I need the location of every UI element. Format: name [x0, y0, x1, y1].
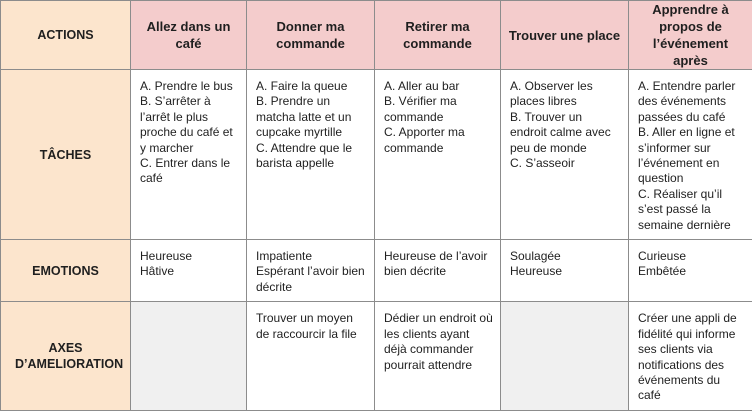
column-header-5: Apprendre à propos de l’événement après — [629, 1, 752, 70]
improvement-line: Trouver un moyen de raccourcir la file — [256, 311, 368, 342]
column-header-2: Donner ma commande — [247, 1, 375, 70]
row-label-taches: TÂCHES — [1, 70, 131, 240]
task-line: A. Faire la queue — [256, 79, 368, 94]
task-line: A. Observer les places libres — [510, 79, 622, 110]
emotion-line: Heureuse — [510, 264, 622, 279]
row-emotions — [1, 240, 752, 302]
row-taches — [1, 70, 752, 240]
column-header-3: Retirer ma commande — [375, 1, 501, 70]
row-label-emotions: EMOTIONS — [1, 240, 131, 302]
row-label-axes: AXES D’AMELIORATION — [1, 302, 131, 411]
emotion-line: Heureuse de l’avoir bien décrite — [384, 249, 494, 280]
header-row — [1, 1, 752, 70]
cell-taches-1 — [131, 70, 247, 240]
cell-axes-5 — [629, 302, 752, 411]
cell-taches-3 — [375, 70, 501, 240]
emotion-line: Heureuse — [140, 249, 240, 264]
cell-emotions-5 — [629, 240, 752, 302]
cell-axes-4 — [501, 302, 629, 411]
emotion-line: Impatiente — [256, 249, 368, 264]
cell-emotions-4 — [501, 240, 629, 302]
cell-emotions-2 — [247, 240, 375, 302]
task-line: C. Attendre que le barista appelle — [256, 141, 368, 172]
cell-axes-3 — [375, 302, 501, 411]
emotion-line: Soulagée — [510, 249, 622, 264]
column-header-1: Allez dans un café — [131, 1, 247, 70]
task-line: C. Entrer dans le café — [140, 156, 240, 187]
task-line: B. Prendre un matcha latte et un cupcake myrtille — [256, 94, 368, 140]
task-line: B. Vérifier ma commande — [384, 94, 494, 125]
improvement-line: Créer une appli de fidélité qui informe ses clients via notifications des événements du café — [638, 311, 746, 403]
task-line: C. Réaliser qu’il s’est passé la semaine dernière — [638, 187, 746, 233]
cell-emotions-3 — [375, 240, 501, 302]
emotion-line: Espérant l’avoir bien décrite — [256, 264, 368, 295]
cell-emotions-1 — [131, 240, 247, 302]
task-line: A. Aller au bar — [384, 79, 494, 94]
row-axes — [1, 302, 752, 411]
emotion-line: Hâtive — [140, 264, 240, 279]
task-line: B. Trouver un endroit calme avec peu de monde — [510, 110, 622, 156]
column-header-4: Trouver une place — [501, 1, 629, 70]
corner-label: ACTIONS — [1, 1, 131, 70]
cell-taches-4 — [501, 70, 629, 240]
task-line: B. Aller en ligne et s’informer sur l’événement en question — [638, 125, 746, 187]
cell-axes-2 — [247, 302, 375, 411]
cell-axes-1 — [131, 302, 247, 411]
task-line: A. Prendre le bus — [140, 79, 240, 94]
emotion-line: Curieuse — [638, 249, 746, 264]
task-line: A. Entendre parler des événements passées du café — [638, 79, 746, 125]
emotion-line: Embêtée — [638, 264, 746, 279]
task-line: C. Apporter ma commande — [384, 125, 494, 156]
cell-taches-5 — [629, 70, 752, 240]
task-line: C. S’asseoir — [510, 156, 622, 171]
cell-taches-2 — [247, 70, 375, 240]
improvement-line: Dédier un endroit où les clients ayant déjà commander pourrait attendre — [384, 311, 494, 373]
task-line: B. S’arrêter à l’arrêt le plus proche du café et y marcher — [140, 94, 240, 156]
